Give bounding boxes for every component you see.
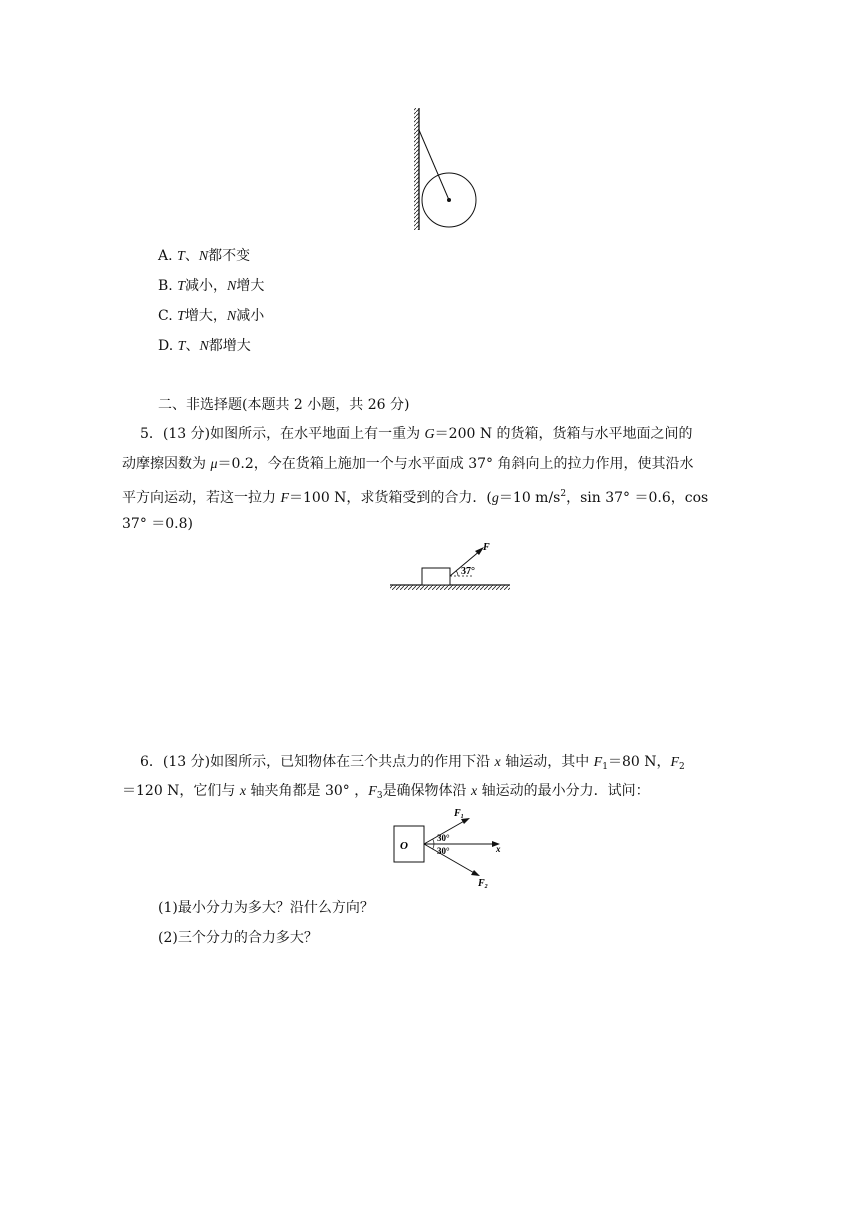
section-heading: 二、非选择题(本题共 2 小题，共 26 分) xyxy=(158,397,410,413)
option-d: D. T、N都增大 xyxy=(158,338,251,354)
q6-line-1: 6．(13 分)如图所示，已知物体在三个共点力的作用下沿 x 轴运动，其中 $F_1=80$ N，$F_2$ xyxy=(140,754,685,772)
q6-subquestion-1: (1)最小分力为多大？沿什么方向？ xyxy=(158,900,374,916)
angle-label-top: 30° xyxy=(437,833,450,843)
angle-label-37: 37° xyxy=(461,566,475,577)
wall-ball-figure xyxy=(400,100,490,235)
angle-label-bottom: 30° xyxy=(437,846,450,856)
x-axis-label: x xyxy=(496,844,501,854)
origin-label: O xyxy=(400,840,408,852)
three-forces-figure xyxy=(390,806,510,892)
option-b: B. T减小，N增大 xyxy=(158,278,265,294)
f2-label: $F_2$ xyxy=(478,878,488,890)
q6-line-2: ＝120 N，它们与 x 轴夹角都是 30° ，$F_3$是确保物体沿 x 轴运动的最小分力．试问： xyxy=(122,783,650,801)
q5-line-1: 5．(13 分)如图所示，在水平地面上有一重为 G＝200 N 的货箱，货箱与水平地面之间的 xyxy=(140,426,693,442)
force-label-f: F xyxy=(483,542,490,553)
q5-line-3: 平方向运动，若这一拉力 F＝100 N，求货箱受到的合力．(g＝10 $m/s^2$，sin 37° ＝0.6，cos xyxy=(122,489,709,506)
option-a: A. T、N都不变 xyxy=(158,248,251,264)
q5-line-2: 动摩擦因数为 μ＝0.2，今在货箱上施加一个与水平面成 37° 角斜向上的拉力作用，使其沿水 xyxy=(122,456,694,472)
q5-line-4: 37° ＝0.8) xyxy=(122,516,193,532)
option-c: C. T增大，N减小 xyxy=(158,308,265,324)
q6-subquestion-2: (2)三个分力的合力多大？ xyxy=(158,930,318,946)
f1-label: $F_1$ xyxy=(454,808,464,820)
box-force-figure xyxy=(388,538,518,596)
